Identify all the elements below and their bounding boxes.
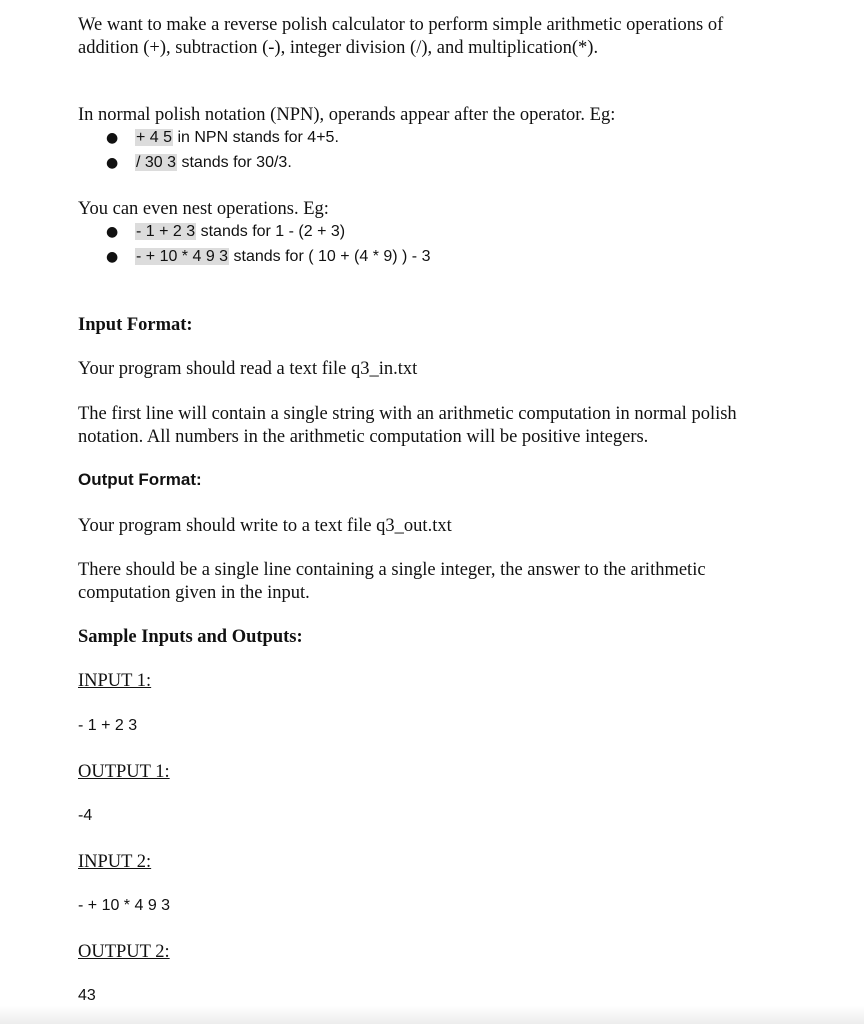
samples-heading: Sample Inputs and Outputs: (78, 627, 303, 647)
input-1-value: - 1 + 2 3 (78, 717, 138, 734)
bullet-icon: ● (106, 130, 119, 146)
page-bottom-edge (0, 1006, 864, 1024)
npn-example-1-expr: + 4 5 (136, 129, 173, 146)
output-format-desc-2: computation given in the input. (78, 583, 310, 603)
npn-example-2-expr: / 30 3 (136, 154, 177, 171)
output-1-label: OUTPUT 1: (78, 762, 170, 782)
output-2-value: 43 (78, 987, 96, 1004)
input-1-label: INPUT 1: (78, 671, 152, 691)
nest-intro: You can even nest operations. Eg: (78, 199, 329, 219)
input-2-value: - + 10 * 4 9 3 (78, 897, 171, 914)
input-format-read: Your program should read a text file q3_in.txt (78, 359, 418, 379)
bullet-icon: ● (106, 224, 119, 240)
npn-intro: In normal polish notation (NPN), operands appear after the operator. Eg: (78, 105, 616, 125)
bullet-icon: ● (106, 155, 119, 171)
output-1-value: -4 (78, 807, 93, 824)
npn-example-1-text: in NPN stands for 4+5. (173, 129, 339, 146)
intro-line-1: We want to make a reverse polish calculator to perform simple arithmetic operations of (78, 15, 724, 35)
nest-example-1-text: stands for 1 - (2 + 3) (196, 223, 346, 240)
input-format-heading: Input Format: (78, 315, 193, 335)
input-2-label: INPUT 2: (78, 852, 152, 872)
output-format-write: Your program should write to a text file q3_out.txt (78, 516, 452, 536)
output-format-heading: Output Format: (78, 470, 202, 489)
nest-example-2-text: stands for ( 10 + (4 * 9) ) - 3 (229, 248, 431, 265)
nest-example-1-expr: - 1 + 2 3 (136, 223, 196, 240)
bullet-icon: ● (106, 249, 119, 265)
output-format-desc-1: There should be a single line containing a single integer, the answer to the arithmetic (78, 560, 706, 580)
npn-example-2-text: stands for 30/3. (177, 154, 292, 171)
input-format-desc-1: The first line will contain a single string with an arithmetic computation in normal polish (78, 404, 737, 424)
intro-line-2: addition (+), subtraction (-), integer division (/), and multiplication(*). (78, 38, 599, 58)
output-2-label: OUTPUT 2: (78, 942, 170, 962)
input-format-desc-2: notation. All numbers in the arithmetic computation will be positive integers. (78, 427, 649, 447)
nest-example-2-expr: - + 10 * 4 9 3 (136, 248, 229, 265)
